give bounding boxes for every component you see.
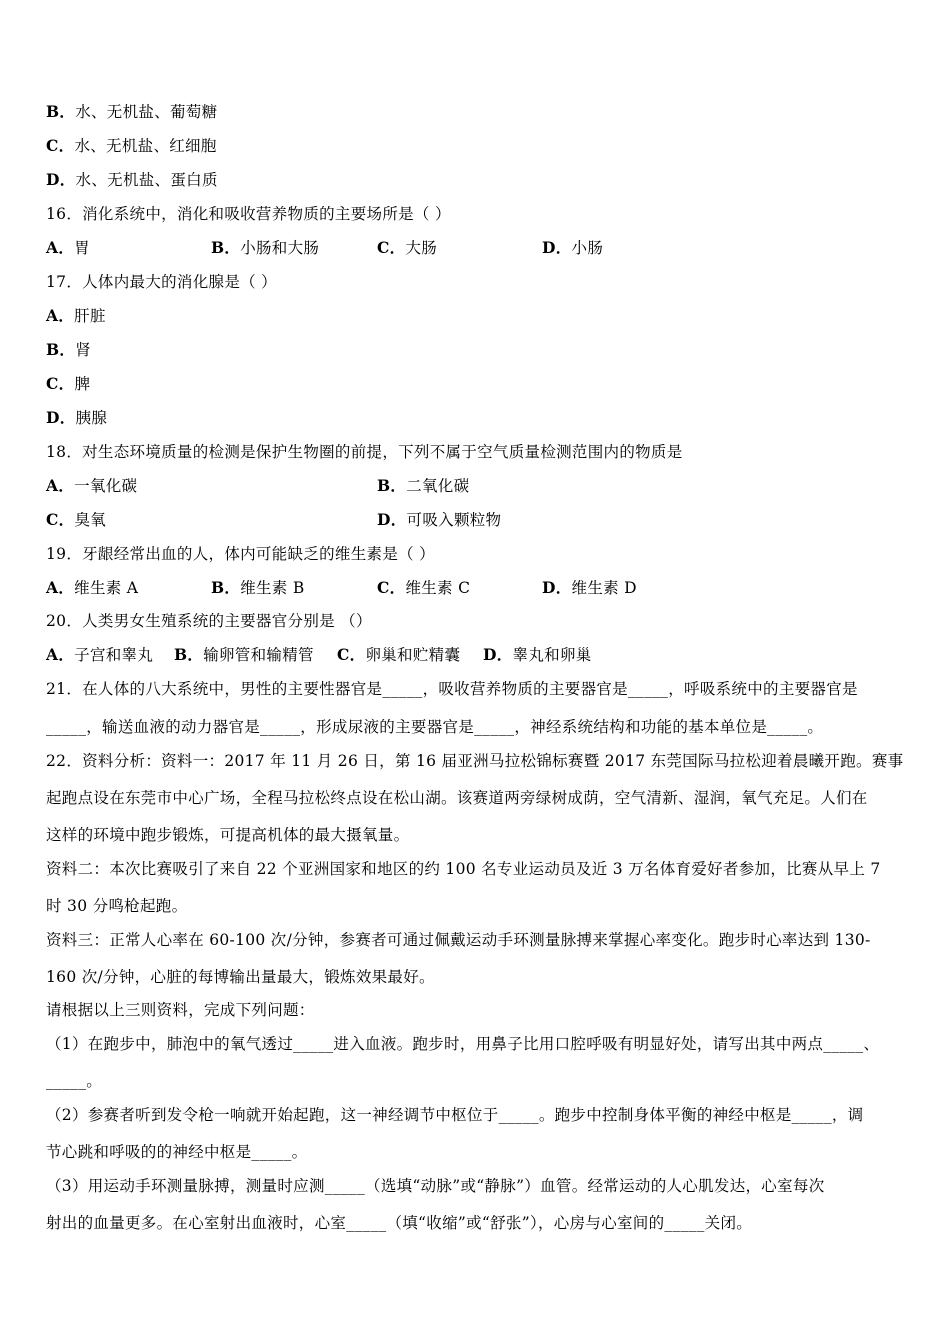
- option-text: 卵巢和贮精囊: [365, 646, 461, 664]
- q22-line-1: 22．资料分析：资料一：2017 年 11 月 26 日，第 16 届亚洲马拉松锦标赛暨 2017 东莞国际马拉松迎着晨曦开跑。赛事: [46, 752, 904, 770]
- q17-stem: 17．人体内最大的消化腺是（ ）: [46, 273, 277, 291]
- option-letter: C．: [377, 238, 406, 257]
- option-letter: B．: [211, 238, 241, 257]
- option-letter: D．: [542, 578, 572, 597]
- q22-line-7: 160 次/分钟，心脏的每博输出量最大，锻炼效果最好。: [46, 968, 435, 986]
- q15-option-d: [46, 170, 218, 190]
- option-text: 水、无机盐、蛋白质: [75, 171, 218, 189]
- q18-option-d: [377, 510, 501, 530]
- option-text: 脾: [74, 375, 91, 393]
- option-text: 水、无机盐、红细胞: [74, 137, 217, 155]
- q20-options: [46, 645, 906, 665]
- option-text: 维生素 D: [571, 579, 637, 597]
- option-text: 输卵管和输精管: [203, 646, 314, 664]
- q17-option-b: [46, 340, 91, 360]
- q16-stem: 16．消化系统中，消化和吸收营养物质的主要场所是（ ）: [46, 205, 451, 223]
- q18-options-row1: [46, 476, 906, 496]
- option-text: 睾丸和卵巢: [512, 646, 592, 664]
- option-text: 维生素 A: [74, 579, 139, 597]
- option-text: 维生素 B: [240, 579, 305, 597]
- q17-option-c: [46, 374, 90, 394]
- q19-option-c: [377, 578, 470, 598]
- option-text: 肾: [75, 341, 92, 359]
- q22-line-10: _____。: [46, 1072, 103, 1090]
- option-letter: B．: [174, 645, 204, 664]
- option-letter: C．: [337, 645, 366, 664]
- q22-line-13: （3）用运动手环测量脉搏，测量时应测_____（选填“动脉”或“静脉”）血管。经常运动的人心肌发达，心室每次: [46, 1177, 825, 1195]
- q21-line-2: _____，输送血液的动力器官是_____，形成尿液的主要器官是_____，神经系统结构和功能的基本单位是_____。: [46, 718, 824, 736]
- q21-line-1: 21．在人体的八大系统中，男性的主要性器官是_____，吸收营养物质的主要器官是_____，呼吸系统中的主要器官是: [46, 680, 858, 698]
- option-letter: C．: [46, 374, 75, 393]
- option-text: 水、无机盐、葡萄糖: [75, 103, 218, 121]
- q19-option-b: [211, 578, 305, 598]
- option-text: 大肠: [405, 239, 438, 257]
- option-text: 肝脏: [74, 307, 106, 325]
- option-letter: A．: [46, 306, 75, 325]
- option-letter: C．: [46, 136, 75, 155]
- q22-line-11: （2）参赛者听到发令枪一响就开始起跑，这一神经调节中枢位于_____。跑步中控制身体平衡的神经中枢是_____，调: [46, 1106, 864, 1124]
- option-letter: B．: [46, 102, 76, 121]
- q18-options-row2: [46, 510, 906, 530]
- q22-line-6: 资料三：正常人心率在 60-100 次/分钟，参赛者可通过佩戴运动手环测量脉搏来掌握心率变化。跑步时心率达到 130-: [46, 931, 871, 949]
- option-letter: B．: [46, 340, 76, 359]
- q20-option-c: [337, 645, 460, 665]
- option-letter: D．: [377, 510, 407, 529]
- q18-stem: 18．对生态环境质量的检测是保护生物圈的前提，下列不属于空气质量检测范围内的物质是: [46, 443, 683, 461]
- q19-option-d: [542, 578, 637, 598]
- option-letter: D．: [46, 170, 76, 189]
- option-text: 小肠和大肠: [240, 239, 320, 257]
- q15-option-c: [46, 136, 217, 156]
- q22-line-2: 起跑点设在东莞市中心广场，全程马拉松终点设在松山湖。该赛道两旁绿树成荫，空气清新、湿润，氧气充足。人们在: [46, 789, 868, 807]
- q16-option-d: [542, 238, 603, 258]
- q20-stem: 20．人类男女生殖系统的主要器官分别是 （）: [46, 612, 372, 630]
- option-text: 一氧化碳: [74, 477, 138, 495]
- q16-option-c: [377, 238, 437, 258]
- option-text: 可吸入颗粒物: [406, 511, 502, 529]
- q20-option-a: [46, 645, 153, 665]
- q22-line-9: （1）在跑步中，肺泡中的氧气透过_____进入血液。跑步时，用鼻子比用口腔呼吸有明显好处，请写出其中两点_____、: [46, 1035, 880, 1053]
- q22-line-14: 射出的血量更多。在心室射出血液时，心室_____（填“收缩”或“舒张”），心房与心室间的_____关闭。: [46, 1214, 753, 1232]
- option-letter: A．: [46, 238, 75, 257]
- q20-option-b: [174, 645, 314, 665]
- option-text: 胰腺: [75, 409, 108, 427]
- q17-option-d: [46, 408, 107, 428]
- option-text: 臭氧: [74, 511, 107, 529]
- option-letter: B．: [211, 578, 241, 597]
- option-text: 胃: [74, 239, 90, 257]
- option-letter: C．: [46, 510, 75, 529]
- option-letter: B．: [377, 476, 407, 495]
- option-letter: A．: [46, 476, 75, 495]
- option-letter: D．: [46, 408, 76, 427]
- q22-line-4: 资料二：本次比赛吸引了来自 22 个亚洲国家和地区的约 100 名专业运动员及近 3 万名体育爱好者参加，比赛从早上 7: [46, 860, 881, 878]
- option-letter: A．: [46, 645, 75, 664]
- option-text: 子宫和睾丸: [74, 646, 154, 664]
- q20-option-d: [483, 645, 592, 665]
- q16-option-a: [46, 238, 90, 258]
- option-text: 二氧化碳: [406, 477, 470, 495]
- q15-option-b: [46, 102, 217, 122]
- q19-stem: 19．牙龈经常出血的人，体内可能缺乏的维生素是（ ）: [46, 545, 435, 563]
- q16-option-b: [211, 238, 319, 258]
- q22-line-8: 请根据以上三则资料，完成下列问题：: [46, 1001, 315, 1019]
- q18-option-a: [46, 476, 137, 496]
- option-letter: D．: [542, 238, 572, 257]
- q19-options: [46, 578, 906, 598]
- q22-line-12: 节心跳和呼吸的的神经中枢是_____。: [46, 1143, 308, 1161]
- q17-option-a: [46, 306, 106, 326]
- option-letter: A．: [46, 578, 75, 597]
- option-text: 维生素 C: [405, 579, 471, 597]
- q16-options: [46, 238, 906, 258]
- q19-option-a: [46, 578, 138, 598]
- q22-line-3: 这样的环境中跑步锻炼，可提高机体的最大摄氧量。: [46, 826, 410, 844]
- option-text: 小肠: [571, 239, 604, 257]
- q22-line-5: 时 30 分鸣枪起跑。: [46, 897, 188, 915]
- option-letter: C．: [377, 578, 406, 597]
- q18-option-b: [377, 476, 469, 496]
- q18-option-c: [46, 510, 106, 530]
- option-letter: D．: [483, 645, 513, 664]
